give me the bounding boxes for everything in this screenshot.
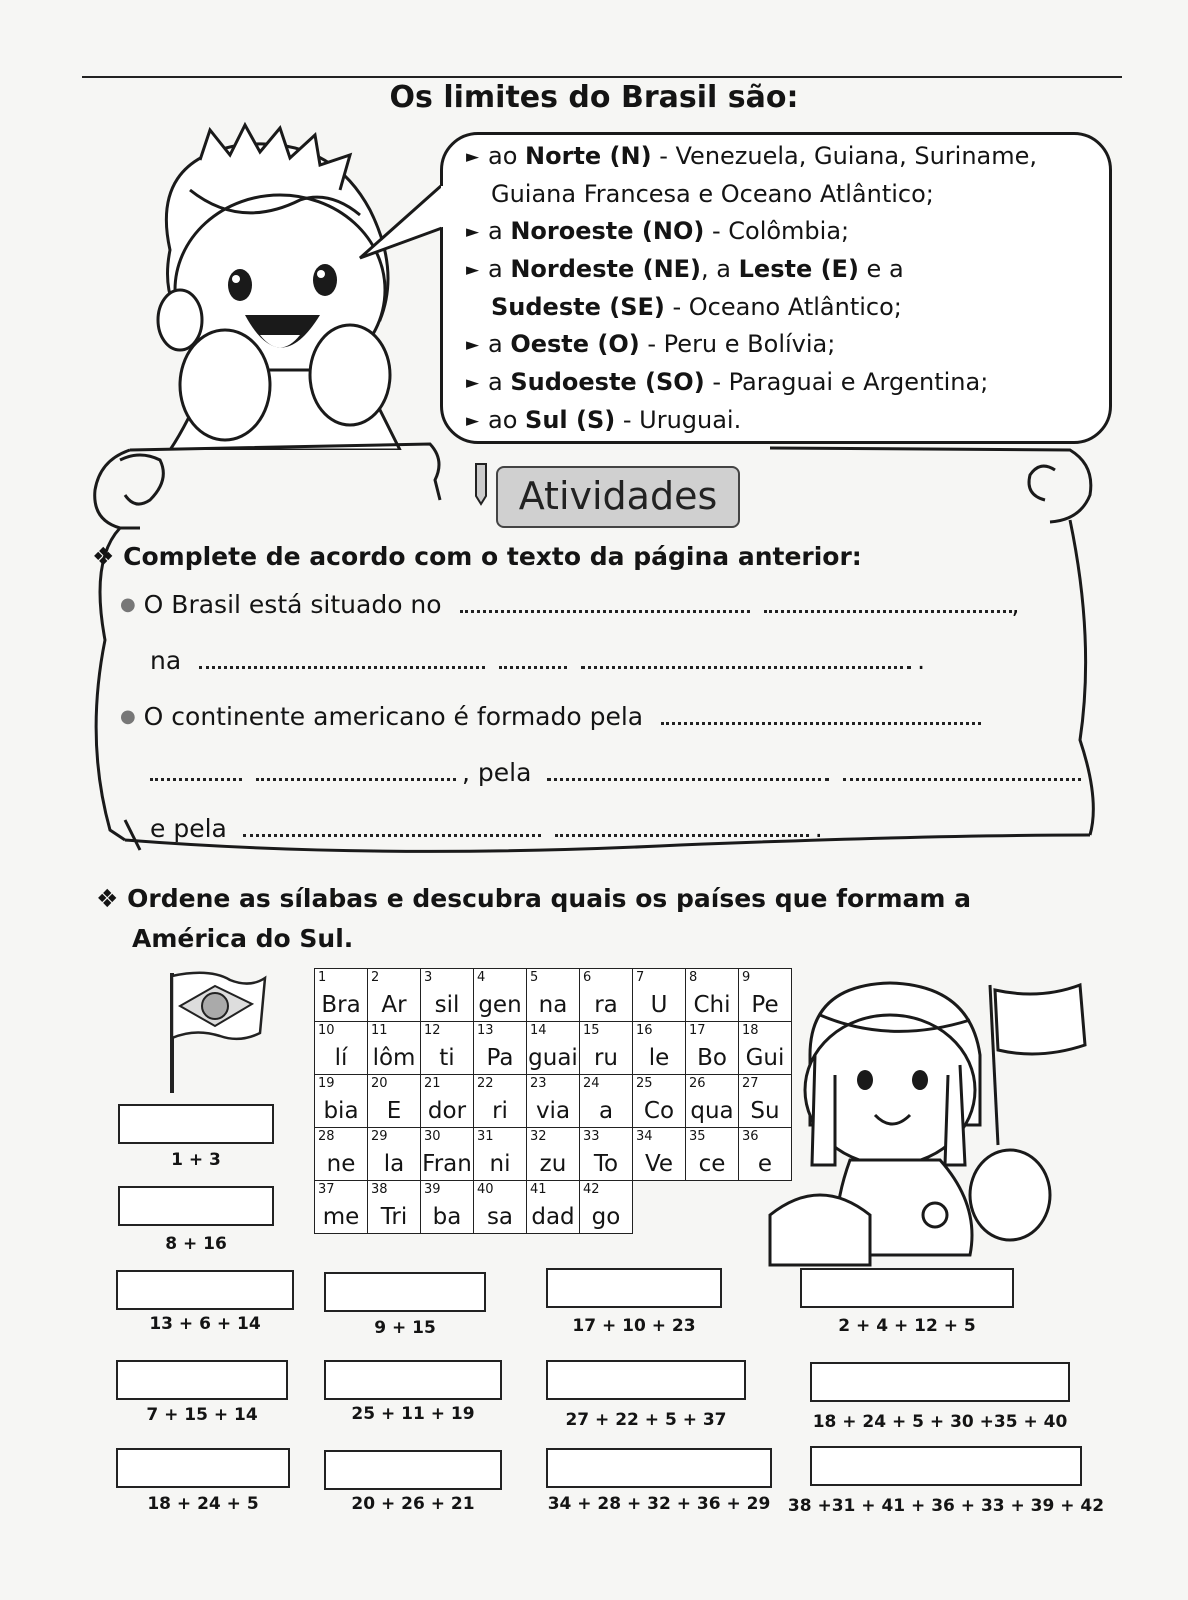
cell-syllable: a — [598, 1098, 614, 1124]
answer-blank[interactable] — [499, 646, 567, 669]
cell-number: 24 — [583, 1076, 600, 1091]
answer-blank[interactable] — [843, 758, 1081, 781]
cell-syllable: To — [593, 1151, 619, 1177]
direction-label: Leste (E) — [738, 255, 859, 283]
grid-cell — [633, 1022, 686, 1075]
cell-syllable: gen — [478, 992, 522, 1018]
border-north-cont — [466, 176, 1116, 213]
cell-number: 14 — [530, 1023, 547, 1038]
top-rule — [82, 76, 1122, 78]
text: - Peru e Bolívia; — [639, 330, 836, 358]
grid-cell — [421, 1181, 474, 1234]
cell-syllable: Gui — [745, 1045, 785, 1071]
grid-cell — [315, 1022, 368, 1075]
answer-blank[interactable] — [555, 814, 809, 837]
answer-blank[interactable] — [199, 646, 485, 669]
syllable-clue: 34 + 28 + 32 + 36 + 29 — [547, 1494, 771, 1514]
ex1-line2 — [150, 646, 925, 675]
diamond-bullet-icon: ❖ — [96, 884, 119, 913]
text: a — [488, 368, 511, 396]
cell-syllable: ni — [489, 1151, 511, 1177]
arrow-icon: ► — [466, 222, 480, 242]
cell-number: 16 — [636, 1023, 653, 1038]
boy-illustration — [130, 120, 450, 450]
cell-syllable: E — [386, 1098, 402, 1124]
grid-cell — [421, 1022, 474, 1075]
cell-syllable: ti — [439, 1045, 455, 1071]
direction-label: Oeste (O) — [510, 330, 640, 358]
ex1-instruction — [92, 542, 862, 571]
cell-syllable: dad — [531, 1204, 575, 1230]
border-northwest — [466, 213, 1116, 251]
grid-cell — [368, 1181, 421, 1234]
cell-syllable: Bo — [697, 1045, 727, 1071]
direction-label: Sudoeste (SO) — [510, 368, 705, 396]
arrow-icon: ► — [466, 411, 480, 431]
cell-number: 25 — [636, 1076, 653, 1091]
text: ao — [488, 142, 526, 170]
syllable-clue: 17 + 10 + 23 — [572, 1316, 696, 1336]
instruction-text: Ordene as sílabas e descubra quais os países que formam a — [127, 884, 972, 913]
cell-syllable: ce — [698, 1151, 726, 1177]
cell-number: 18 — [742, 1023, 759, 1038]
page-title: Os limites do Brasil são: — [389, 80, 799, 115]
grid-cell — [686, 969, 739, 1022]
grid-row — [315, 1128, 792, 1181]
cell-number: 7 — [636, 970, 645, 985]
text: - Uruguai. — [615, 406, 742, 434]
cell-number: 17 — [689, 1023, 706, 1038]
cell-number: 27 — [742, 1076, 759, 1091]
ex1-line3 — [120, 702, 995, 731]
text: ao — [488, 406, 526, 434]
cell-number: 32 — [530, 1129, 547, 1144]
text: a — [488, 255, 511, 283]
text: . — [814, 814, 823, 843]
cell-number: 4 — [477, 970, 486, 985]
grid-row — [315, 1075, 792, 1128]
answer-blank[interactable] — [460, 590, 750, 613]
country-answer-box[interactable] — [810, 1446, 1082, 1486]
direction-label: Nordeste (NE) — [510, 255, 702, 283]
cell-syllable: Co — [643, 1098, 675, 1124]
cell-number: 34 — [636, 1129, 653, 1144]
grid-cell — [527, 969, 580, 1022]
cell-syllable: Su — [750, 1098, 780, 1124]
cell-number: 15 — [583, 1023, 600, 1038]
text: , a — [701, 255, 739, 283]
grid-cell — [633, 1075, 686, 1128]
cell-syllable: Pe — [751, 992, 779, 1018]
cell-syllable: ne — [326, 1151, 356, 1177]
cell-syllable: sil — [434, 992, 460, 1018]
bullet-icon: ● — [120, 594, 136, 615]
syllable-clue: 18 + 24 + 5 + 30 +35 + 40 — [812, 1412, 1068, 1432]
border-north — [466, 138, 1116, 176]
country-answer-box[interactable] — [116, 1448, 290, 1488]
direction-label: Noroeste (NO) — [510, 217, 705, 245]
cell-syllable: Ve — [644, 1151, 674, 1177]
grid-cell — [474, 1075, 527, 1128]
cell-syllable: ri — [492, 1098, 508, 1124]
direction-label: Norte (N) — [525, 142, 652, 170]
text: - Colômbia; — [704, 217, 850, 245]
cell-number: 1 — [318, 970, 327, 985]
syllable-grid — [314, 968, 792, 1234]
country-answer-box[interactable] — [324, 1360, 502, 1400]
cell-number: 2 — [371, 970, 380, 985]
cell-syllable: sa — [486, 1204, 514, 1230]
text: Guiana Francesa e Oceano Atlântico; — [491, 180, 934, 208]
syllable-clue: 1 + 3 — [171, 1150, 221, 1170]
grid-cell — [686, 1022, 739, 1075]
cell-number: 36 — [742, 1129, 759, 1144]
grid-cell — [580, 1128, 633, 1181]
arrow-icon: ► — [466, 335, 480, 355]
speech-bubble-tail — [356, 180, 446, 260]
syllable-clue: 25 + 11 + 19 — [351, 1404, 475, 1424]
grid-cell — [474, 1128, 527, 1181]
cell-syllable: na — [538, 992, 568, 1018]
grid-cell — [527, 1128, 580, 1181]
cell-syllable: bia — [323, 1098, 359, 1124]
syllable-clue: 9 + 15 — [374, 1318, 436, 1338]
cell-number: 3 — [424, 970, 433, 985]
grid-cell — [686, 1181, 739, 1234]
cell-syllable: Ar — [381, 992, 407, 1018]
text: - Oceano Atlântico; — [664, 293, 902, 321]
arrow-icon: ► — [466, 147, 480, 167]
cell-number: 31 — [477, 1129, 494, 1144]
syllable-clue: 18 + 24 + 5 — [147, 1494, 259, 1514]
grid-cell — [527, 1022, 580, 1075]
answer-blank[interactable] — [243, 814, 541, 837]
grid-cell — [474, 1181, 527, 1234]
cell-number: 13 — [477, 1023, 494, 1038]
instruction-text: América do Sul. — [132, 924, 354, 953]
bullet-icon: ● — [120, 706, 136, 727]
cell-number: 10 — [318, 1023, 335, 1038]
syllable-clue: 27 + 22 + 5 + 37 — [565, 1410, 727, 1430]
text: , — [1011, 590, 1020, 619]
sentence-text: O Brasil está situado no — [143, 590, 442, 619]
cell-syllable: Bra — [321, 992, 361, 1018]
grid-cell — [368, 1022, 421, 1075]
grid-cell — [368, 1075, 421, 1128]
country-answer-box[interactable] — [810, 1362, 1070, 1402]
border-northeast — [466, 251, 1116, 289]
borders-list — [466, 138, 1116, 440]
cell-syllable: Chi — [693, 992, 731, 1018]
ex2-instruction-cont — [132, 924, 353, 953]
grid-cell — [580, 1022, 633, 1075]
grid-row — [315, 1181, 792, 1234]
cell-number: 6 — [583, 970, 592, 985]
ex2-instruction — [96, 884, 971, 913]
cell-syllable: ru — [593, 1045, 619, 1071]
grid-cell — [421, 1128, 474, 1181]
girl-illustration — [740, 975, 1100, 1275]
cell-number: 41 — [530, 1182, 547, 1197]
sentence-text: e pela — [150, 814, 227, 843]
answer-blank[interactable] — [764, 590, 1012, 613]
cell-syllable: la — [383, 1151, 405, 1177]
ex1-line4 — [150, 758, 1081, 787]
country-answer-box[interactable] — [116, 1360, 288, 1400]
country-answer-box[interactable] — [800, 1268, 1014, 1308]
cell-syllable: ra — [594, 992, 618, 1018]
country-answer-box[interactable] — [118, 1104, 274, 1144]
syllable-clue: 2 + 4 + 12 + 5 — [838, 1316, 976, 1336]
grid-cell — [315, 969, 368, 1022]
syllable-clue: 20 + 26 + 21 — [351, 1494, 475, 1514]
border-west — [466, 326, 1116, 364]
text: a — [488, 330, 511, 358]
grid-cell — [580, 969, 633, 1022]
country-answer-box[interactable] — [324, 1272, 486, 1312]
border-southeast — [466, 289, 1116, 326]
direction-label: Sudeste (SE) — [491, 293, 665, 321]
cell-number: 11 — [371, 1023, 388, 1038]
cell-number: 26 — [689, 1076, 706, 1091]
cell-number: 37 — [318, 1182, 335, 1197]
border-southwest — [466, 364, 1116, 402]
cell-number: 9 — [742, 970, 751, 985]
arrow-icon: ► — [466, 373, 480, 393]
cell-number: 20 — [371, 1076, 388, 1091]
diamond-bullet-icon: ❖ — [92, 542, 115, 571]
text: e a — [858, 255, 904, 283]
cell-syllable: lí — [334, 1045, 348, 1071]
cell-syllable: ba — [432, 1204, 462, 1230]
country-answer-box[interactable] — [546, 1268, 722, 1308]
cell-number: 22 — [477, 1076, 494, 1091]
grid-cell — [315, 1075, 368, 1128]
activities-banner: Atividades — [496, 466, 740, 528]
grid-cell — [686, 1128, 739, 1181]
syllable-clue: 38 +31 + 41 + 36 + 33 + 39 + 42 — [787, 1496, 1105, 1516]
cell-syllable: guai — [528, 1045, 578, 1071]
grid-cell — [580, 1181, 633, 1234]
text: - Venezuela, Guiana, Suriname, — [651, 142, 1038, 170]
text: . — [917, 646, 926, 675]
cell-number: 35 — [689, 1129, 706, 1144]
answer-blank[interactable] — [661, 702, 981, 725]
grid-cell — [474, 969, 527, 1022]
cell-syllable: zu — [539, 1151, 567, 1177]
cell-syllable: via — [535, 1098, 571, 1124]
cell-number: 33 — [583, 1129, 600, 1144]
answer-blank[interactable] — [581, 646, 911, 669]
cell-syllable: lôm — [372, 1045, 416, 1071]
cell-syllable: go — [591, 1204, 621, 1230]
cell-syllable: me — [322, 1204, 360, 1230]
grid-cell — [368, 1128, 421, 1181]
grid-cell — [633, 1128, 686, 1181]
answer-blank[interactable] — [256, 758, 456, 781]
cell-syllable: e — [757, 1151, 773, 1177]
grid-cell — [580, 1075, 633, 1128]
cell-number: 42 — [583, 1182, 600, 1197]
country-answer-box[interactable] — [324, 1450, 502, 1490]
cell-number: 12 — [424, 1023, 441, 1038]
country-answer-box[interactable] — [118, 1186, 274, 1226]
instruction-text: Complete de acordo com o texto da página anterior: — [123, 542, 862, 571]
country-answer-box[interactable] — [546, 1360, 746, 1400]
direction-label: Sul (S) — [525, 406, 616, 434]
grid-cell — [421, 969, 474, 1022]
cell-number: 21 — [424, 1076, 441, 1091]
cell-number: 8 — [689, 970, 698, 985]
sentence-text: , pela — [462, 758, 532, 787]
cell-number: 28 — [318, 1129, 335, 1144]
cell-number: 38 — [371, 1182, 388, 1197]
sentence-text: na — [150, 646, 182, 675]
grid-cell — [633, 1181, 686, 1234]
cell-syllable: U — [650, 992, 668, 1018]
grid-cell — [315, 1181, 368, 1234]
syllable-clue: 8 + 16 — [165, 1234, 227, 1254]
answer-blank[interactable] — [150, 758, 242, 781]
grid-cell — [686, 1075, 739, 1128]
text: a — [488, 217, 511, 245]
text: - Paraguai e Argentina; — [704, 368, 989, 396]
cell-syllable: Fran — [422, 1151, 472, 1177]
sentence-text: O continente americano é formado pela — [143, 702, 644, 731]
cell-number: 39 — [424, 1182, 441, 1197]
brazil-flag-illustration — [160, 968, 270, 1098]
pencil-icon — [470, 462, 492, 506]
cell-syllable: dor — [427, 1098, 467, 1124]
cell-number: 30 — [424, 1129, 441, 1144]
cell-number: 29 — [371, 1129, 388, 1144]
grid-row — [315, 969, 792, 1022]
cell-number: 40 — [477, 1182, 494, 1197]
syllable-clue: 13 + 6 + 14 — [149, 1314, 261, 1334]
grid-cell — [315, 1128, 368, 1181]
cell-number: 19 — [318, 1076, 335, 1091]
grid-cell — [421, 1075, 474, 1128]
ex1-line1 — [120, 590, 1019, 619]
ex1-line5 — [150, 814, 823, 843]
country-answer-box[interactable] — [116, 1270, 294, 1310]
cell-number: 23 — [530, 1076, 547, 1091]
cell-syllable: Tri — [380, 1204, 408, 1230]
grid-cell — [368, 969, 421, 1022]
cell-number: 5 — [530, 970, 539, 985]
cell-syllable: Pa — [486, 1045, 514, 1071]
syllable-clue: 7 + 15 + 14 — [146, 1405, 258, 1425]
arrow-icon: ► — [466, 260, 480, 280]
answer-blank[interactable] — [547, 758, 829, 781]
border-south — [466, 402, 1116, 440]
grid-cell — [527, 1181, 580, 1234]
cell-syllable: le — [648, 1045, 670, 1071]
grid-cell — [633, 969, 686, 1022]
grid-cell — [527, 1075, 580, 1128]
grid-cell — [474, 1022, 527, 1075]
grid-row — [315, 1022, 792, 1075]
country-answer-box[interactable] — [546, 1448, 772, 1488]
cell-syllable: qua — [690, 1098, 734, 1124]
